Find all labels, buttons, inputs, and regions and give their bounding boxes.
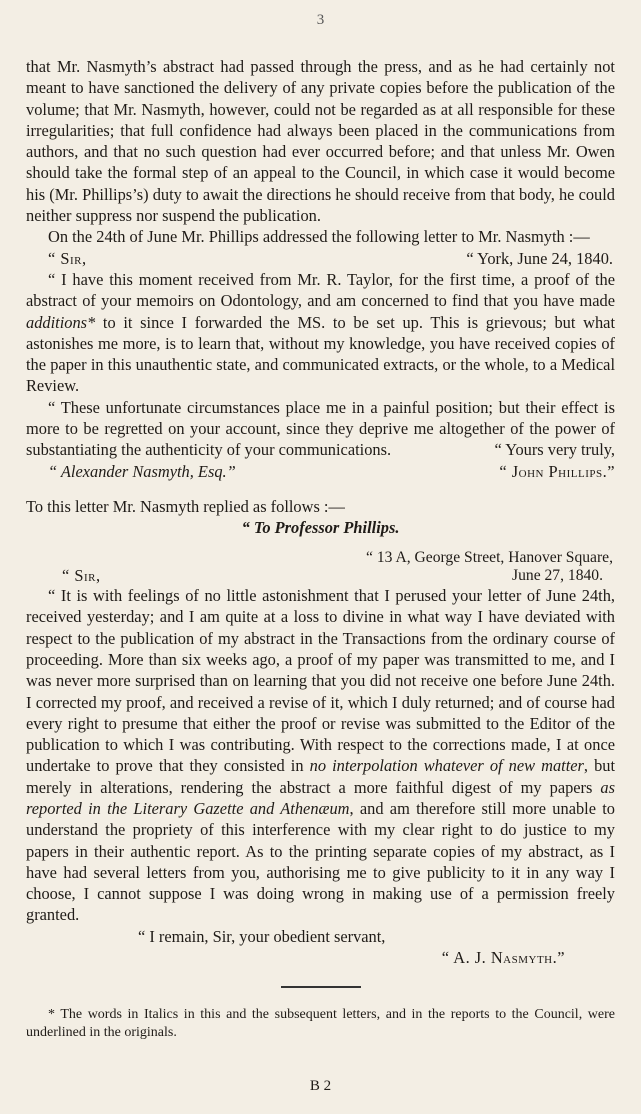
- letter2-heading: [26, 517, 615, 538]
- letter1-signature: “ John Phillips.”: [499, 461, 615, 481]
- footnote-divider: [281, 986, 361, 988]
- letter2-address: “ 13 A, George Street, Hanover Square,: [366, 548, 613, 566]
- paragraph-transition: To this letter Mr. Nasmyth replied as follows :—: [26, 496, 345, 516]
- letter2-body: [26, 585, 615, 926]
- paragraph-2: On the 24th of June Mr. Phillips addressed the following letter to Mr. Nasmyth :—: [48, 227, 590, 247]
- letter1-dateline: “ York, June 24, 1840.: [466, 248, 613, 268]
- letter1-body-1-text: “ I have this moment received from Mr. R. Taylor, for the first time, a proof of the abstract of your memoirs on Odontology, and am concerned to find that you have made: [26, 269, 615, 311]
- letter1-body-1-end: to it since I forwarded the MS. to be set up. This is grievous; but what astonishes me more, is to learn that, without my knowledge, you have received copies of the paper in this unauthentic state, and communicated extracts, or the whole, to a Medical Review.: [26, 312, 615, 396]
- letter2-signature: “ A. J. Nasmyth.”: [441, 948, 565, 968]
- page-body: [26, 56, 615, 1042]
- letter1-footer: [26, 461, 615, 482]
- page-number: 3: [316, 12, 325, 28]
- letter1-body-2-text: “ These unfortunate circumstances place me in a painful position; but their effect is more to be regretted on your account, since they deprive me altogether of the power of substantiating the authenticity of your communications.: [26, 397, 615, 460]
- letter1-body-1-italic: additions*: [26, 312, 96, 332]
- letter1-closing: “ Yours very truly,: [494, 440, 615, 460]
- letter2-body-b: , but merely in alterations, rendering the abstract a more faithful digest of my papers: [26, 756, 616, 797]
- letter1-body-2: [26, 397, 615, 461]
- letter2-body-italic-2: as reported in the Literary Gazette and Athenæum: [26, 777, 615, 818]
- letter2-closing: “ I remain, Sir, your obedient servant,: [138, 926, 386, 946]
- paragraph-1: that Mr. Nasmyth’s abstract had passed through the press, and as he had certainly not meant to have sanctioned the delivery of any private copies before the publication of the volume; that Mr. Nasmyth, however, could not be regarded as at all responsible for these irregularities; that full confidence had always been placed in the communications from authors, and that no such question had ever occurred before; and that unless Mr. Owen should take the formal step of an appeal to the Council, in which case it would become his (Mr. Phillips’s) duty to await the directions he should receive from that body, he could neither suppress nor suspend the publication.: [26, 57, 615, 226]
- letter1-header: [26, 248, 615, 269]
- letter1-body-1: [26, 269, 615, 397]
- letter2-header: [26, 567, 615, 585]
- letter2-date: June 27, 1840.: [512, 567, 603, 585]
- letter1-salutation: “ Sir,: [48, 248, 87, 268]
- letter2-body-italic-1: no interpolation whatever of new matter: [309, 756, 584, 776]
- letter2-heading-text: “ To Professor Phillips.: [241, 518, 400, 538]
- letter2-body-a: “ It is with feelings of no little astonishment that I perused your letter of June 24th, received yesterday; and I am quite at a loss to divine in what way I have deviated with respect to the publication of my abstract in the Transactions from the ordinary course of proceeding. More than six weeks ago, a proof of my paper was transmitted to me, and I was never more surprised than on learning that you did not receive one before June 24th. I corrected my proof, and received a revise of it, which I duly returned; and of course had every right to presume that either the proof or revise was submitted to the Editor of the publication to which I was contributing. With respect to the corrections made, I at once undertake to prove that they consisted in: [26, 586, 615, 776]
- letter1-addressee: “ Alexander Nasmyth, Esq.”: [48, 461, 236, 481]
- letter2-salutation: “ Sir,: [62, 566, 101, 586]
- footnote: * The words in Italics in this and the subsequent letters, and in the reports to the Council, were underlined in the originals.: [26, 1007, 615, 1041]
- letter2-body-c: , and am therefore still more unable to understand the propriety of this interference with my clear right to do justice to my papers in their authentic report. As to the printing separate copies of my abstract, as I have had several letters from you, authorising me to give publicity to it in any way I choose, I cannot suppose I was doing wrong in making use of a permission freely granted.: [26, 799, 616, 925]
- signature-mark: B 2: [309, 1078, 332, 1094]
